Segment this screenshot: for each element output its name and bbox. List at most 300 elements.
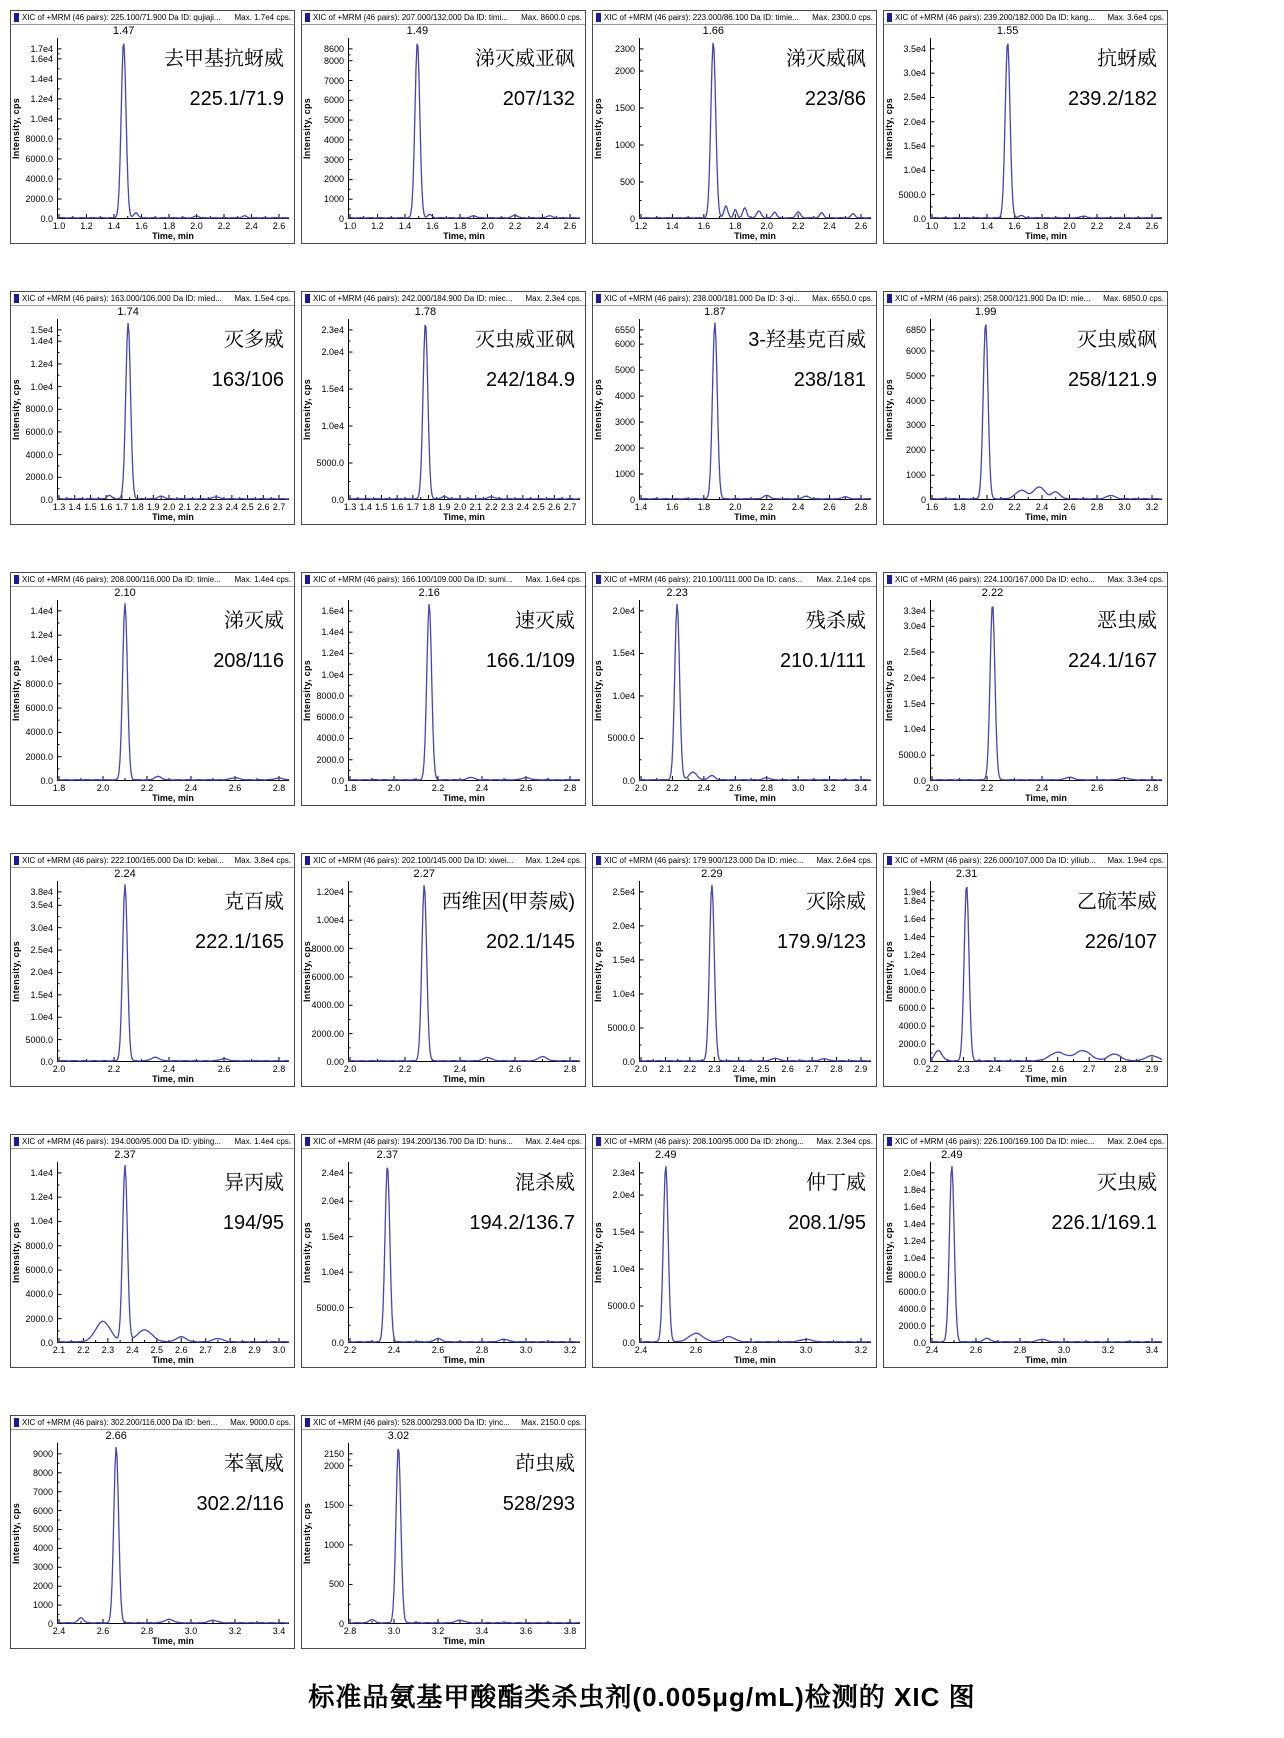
y-tick-label: 1.2e4 bbox=[903, 1235, 926, 1246]
y-tick-label: 1.4e4 bbox=[30, 336, 53, 347]
y-tick-label: 0.0 bbox=[40, 495, 53, 505]
y-tick-label: 2000.0 bbox=[25, 193, 53, 204]
max-intensity-label: Max. 3.6e4 cps. bbox=[1107, 13, 1164, 22]
x-tick-label: 2.6 bbox=[689, 1345, 703, 1355]
y-tick-label: 8000.0 bbox=[25, 1240, 53, 1251]
peak-rt-label: 1.49 bbox=[406, 25, 429, 37]
x-axis-title: Time, min bbox=[734, 1355, 776, 1365]
plot-area bbox=[11, 587, 294, 786]
peak-rt-label: 2.23 bbox=[666, 587, 688, 599]
x-tick-label: 3.2 bbox=[431, 1626, 445, 1636]
x-tick-label: 2.4 bbox=[225, 502, 239, 512]
x-tick-label: 2.5 bbox=[532, 502, 545, 512]
y-tick-label: 0.0 bbox=[622, 1057, 635, 1067]
peak-rt-label: 2.49 bbox=[655, 1149, 677, 1161]
plot-area bbox=[593, 868, 876, 1067]
y-tick-label: 2000 bbox=[323, 1460, 344, 1471]
y-tick-label: 1.4e4 bbox=[321, 627, 344, 638]
x-tick-label: 2.4 bbox=[925, 1345, 939, 1355]
xic-panel bbox=[10, 572, 295, 806]
panel-header bbox=[11, 1416, 294, 1430]
x-tick-row bbox=[593, 1345, 876, 1355]
y-tick-label: 6000 bbox=[905, 345, 926, 356]
y-tick-label: 5000.0 bbox=[607, 733, 635, 744]
panel-header bbox=[302, 573, 585, 587]
y-axis-title: Intensity, cps bbox=[884, 659, 894, 722]
y-tick-label: 5000.0 bbox=[25, 1034, 53, 1045]
y-tick-label: 8000 bbox=[32, 1467, 53, 1478]
x-tick-label: 2.2 bbox=[508, 221, 522, 231]
peak-rt-label: 3.02 bbox=[387, 1430, 410, 1442]
xic-header-text: XIC of +MRM (46 pairs): 223.000/86.100 Da ID: timie... bbox=[604, 13, 799, 22]
y-tick-label: 4000.0 bbox=[898, 1021, 926, 1032]
trace-legend-icon bbox=[14, 856, 19, 865]
peak-rt-label: 1.47 bbox=[112, 25, 135, 37]
compound-name-label: 恶虫威 bbox=[1097, 610, 1157, 632]
x-tick-label: 3.2 bbox=[1101, 1345, 1115, 1355]
y-tick-label: 0.0 bbox=[40, 1338, 53, 1348]
xic-header-text: XIC of +MRM (46 pairs): 194.000/95.000 Da ID: yibing... bbox=[22, 1137, 221, 1146]
y-tick-label: 1.0e4 bbox=[903, 165, 926, 176]
y-tick-label: 0.0 bbox=[622, 1338, 635, 1348]
x-tick-label: 2.4 bbox=[1035, 502, 1049, 512]
trace-legend-icon bbox=[596, 1137, 601, 1146]
compound-name-label: 灭多威 bbox=[224, 329, 284, 351]
xic-header-text: XIC of +MRM (46 pairs): 242.000/184.900 Da ID: miec... bbox=[313, 294, 513, 303]
panel-header bbox=[593, 854, 876, 868]
x-tick-row bbox=[593, 1064, 876, 1074]
y-tick-label: 2150 bbox=[323, 1448, 344, 1459]
mrm-transition-label: 224.1/167 bbox=[1068, 650, 1157, 672]
y-tick-label: 1.6e4 bbox=[321, 605, 344, 616]
y-tick-label: 5000.0 bbox=[316, 1302, 344, 1313]
x-tick-label: 2.7 bbox=[805, 1064, 819, 1074]
x-tick-label: 1.7 bbox=[406, 502, 420, 512]
y-tick-label: 1.0e4 bbox=[30, 654, 53, 665]
y-tick-label: 2.5e4 bbox=[612, 886, 635, 897]
x-tick-label: 2.2 bbox=[398, 1064, 412, 1074]
y-tick-label: 1500 bbox=[614, 103, 635, 114]
max-intensity-label: Max. 1.5e4 cps. bbox=[234, 294, 291, 303]
mrm-transition-label: 223/86 bbox=[804, 88, 866, 110]
x-tick-label: 2.0 bbox=[481, 221, 494, 231]
xic-panel bbox=[10, 291, 295, 525]
max-intensity-label: Max. 3.3e4 cps. bbox=[1107, 575, 1164, 584]
x-tick-label: 3.0 bbox=[799, 1345, 813, 1355]
y-tick-label: 0.0 bbox=[913, 1338, 926, 1348]
x-tick-label: 2.6 bbox=[174, 1345, 188, 1355]
x-tick-label: 1.6 bbox=[697, 221, 711, 231]
y-tick-label: 0.0 bbox=[622, 776, 635, 786]
panel-header bbox=[302, 292, 585, 306]
mrm-transition-label: 528/293 bbox=[502, 1493, 575, 1515]
x-tick-label: 2.4 bbox=[1118, 221, 1131, 231]
x-tick-label: 1.6 bbox=[390, 502, 404, 512]
x-tick-label: 3.8 bbox=[563, 1626, 577, 1636]
x-tick-label: 3.6 bbox=[519, 1626, 533, 1636]
x-tick-label: 2.6 bbox=[217, 1064, 231, 1074]
plot-area bbox=[302, 587, 585, 786]
y-tick-label: 4000 bbox=[323, 134, 344, 145]
x-tick-label: 2.6 bbox=[257, 502, 270, 512]
y-axis-title: Intensity, cps bbox=[593, 1221, 603, 1284]
x-tick-label: 2.2 bbox=[1090, 221, 1104, 231]
trace-legend-icon bbox=[14, 294, 19, 303]
y-axis-title: Intensity, cps bbox=[884, 940, 894, 1003]
trace-legend-icon bbox=[596, 13, 601, 22]
x-tick-label: 3.4 bbox=[475, 1626, 489, 1636]
max-intensity-label: Max. 1.7e4 cps. bbox=[234, 13, 291, 22]
y-tick-label: 2000.0 bbox=[25, 751, 53, 762]
x-tick-label: 2.6 bbox=[563, 221, 577, 231]
x-tick-label: 1.0 bbox=[925, 221, 939, 231]
mrm-transition-label: 210.1/111 bbox=[779, 650, 866, 672]
y-tick-label: 3.5e4 bbox=[30, 900, 53, 911]
x-tick-label: 2.4 bbox=[634, 1345, 648, 1355]
compound-name-label: 3-羟基克百威 bbox=[748, 329, 866, 351]
xic-panel bbox=[883, 572, 1168, 806]
y-tick-label: 6000.0 bbox=[898, 1003, 926, 1014]
plot-area bbox=[302, 1430, 585, 1629]
x-tick-label: 2.0 bbox=[190, 221, 203, 231]
compound-name-label: 灭除威 bbox=[806, 891, 866, 913]
x-tick-row bbox=[593, 783, 876, 793]
y-tick-label: 0.0 bbox=[913, 1057, 926, 1067]
y-tick-label: 3.0e4 bbox=[903, 621, 926, 632]
y-tick-label: 1.5e4 bbox=[321, 1231, 344, 1242]
x-tick-row bbox=[11, 502, 294, 512]
mrm-transition-label: 163/106 bbox=[211, 369, 284, 391]
plot-area bbox=[302, 306, 585, 505]
x-tick-label: 1.0 bbox=[343, 221, 357, 231]
xic-header-text: XIC of +MRM (46 pairs): 225.100/71.900 Da ID: qujiaji... bbox=[22, 13, 221, 22]
mrm-transition-label: 226/107 bbox=[1084, 931, 1157, 953]
y-tick-label: 0.0 bbox=[40, 1057, 53, 1067]
xic-header-text: XIC of +MRM (46 pairs): 258.000/121.900 Da ID: mie... bbox=[895, 294, 1091, 303]
y-tick-label: 1.4e4 bbox=[903, 931, 926, 942]
x-tick-label: 3.0 bbox=[519, 1345, 533, 1355]
y-tick-label: 2.0e4 bbox=[612, 1190, 635, 1201]
y-tick-label: 4000.0 bbox=[25, 173, 53, 184]
mrm-transition-label: 238/181 bbox=[793, 369, 866, 391]
y-tick-label: 2.5e4 bbox=[903, 92, 926, 103]
y-tick-label: 1.5e4 bbox=[30, 324, 53, 335]
xic-header-text: XIC of +MRM (46 pairs): 226.000/107.000 Da ID: yiliub... bbox=[895, 856, 1096, 865]
x-tick-label: 1.3 bbox=[52, 502, 66, 512]
peak-rt-label: 1.55 bbox=[996, 25, 1019, 37]
x-axis-title: Time, min bbox=[152, 231, 194, 241]
peak-rt-label: 1.87 bbox=[704, 306, 726, 318]
y-tick-label: 2.0e4 bbox=[612, 605, 635, 616]
y-tick-label: 1.0e4 bbox=[321, 669, 344, 680]
y-tick-label: 2000.0 bbox=[898, 1039, 926, 1050]
xic-header-text: XIC of +MRM (46 pairs): 163.000/106.000 Da ID: mied... bbox=[22, 294, 222, 303]
xic-panel bbox=[883, 853, 1168, 1087]
x-tick-label: 2.8 bbox=[744, 1345, 758, 1355]
x-tick-label: 2.1 bbox=[659, 1064, 672, 1074]
x-axis-title: Time, min bbox=[443, 1355, 485, 1365]
y-tick-label: 4000.0 bbox=[898, 1303, 926, 1314]
y-tick-label: 1.0e4 bbox=[903, 967, 926, 978]
x-tick-label: 2.3 bbox=[500, 502, 514, 512]
x-tick-label: 2.8 bbox=[272, 1064, 286, 1074]
y-tick-label: 5000.0 bbox=[607, 1301, 635, 1311]
y-axis-title: Intensity, cps bbox=[593, 378, 603, 441]
x-tick-label: 2.2 bbox=[666, 783, 679, 793]
y-tick-label: 1.5e4 bbox=[30, 989, 53, 1000]
max-intensity-label: Max. 3.8e4 cps. bbox=[234, 856, 291, 865]
x-tick-label: 2.4 bbox=[52, 1626, 66, 1636]
compound-name-label: 涕灭威 bbox=[224, 610, 284, 632]
plot-area bbox=[593, 25, 876, 224]
y-tick-label: 1.5e4 bbox=[321, 384, 344, 395]
x-tick-label: 2.2 bbox=[343, 1345, 357, 1355]
x-axis-title: Time, min bbox=[152, 793, 194, 803]
y-tick-label: 1.20e4 bbox=[316, 886, 344, 897]
xic-panel bbox=[301, 1134, 586, 1368]
x-tick-label: 2.2 bbox=[683, 1064, 697, 1074]
compound-name-label: 灭虫威砜 bbox=[1077, 329, 1157, 351]
x-tick-label: 2.4 bbox=[732, 1064, 746, 1074]
y-tick-label: 1.8e4 bbox=[903, 895, 926, 906]
y-axis-title: Intensity, cps bbox=[302, 940, 312, 1003]
chromatogram-grid bbox=[10, 10, 1168, 1649]
xic-header-text: XIC of +MRM (46 pairs): 179.900/123.000 Da ID: miec... bbox=[604, 856, 804, 865]
x-tick-label: 2.6 bbox=[1090, 783, 1104, 793]
plot-area bbox=[302, 1149, 585, 1348]
x-tick-row bbox=[302, 783, 585, 793]
panel-header bbox=[884, 854, 1167, 868]
plot-area bbox=[884, 868, 1167, 1067]
y-tick-label: 8000.0 bbox=[898, 1269, 926, 1280]
peak-rt-label: 2.49 bbox=[941, 1149, 963, 1161]
xic-panel bbox=[301, 291, 586, 525]
xic-header-text: XIC of +MRM (46 pairs): 202.100/145.000 Da ID: xiwei... bbox=[313, 856, 514, 865]
y-axis-title: Intensity, cps bbox=[302, 97, 312, 160]
compound-name-label: 去甲基抗蚜威 bbox=[164, 48, 284, 70]
x-tick-label: 2.1 bbox=[52, 1345, 66, 1355]
xic-panel bbox=[10, 1134, 295, 1368]
y-tick-label: 1.6e4 bbox=[30, 53, 53, 64]
x-tick-label: 1.2 bbox=[371, 221, 384, 231]
peak-rt-label: 2.22 bbox=[981, 587, 1004, 599]
xic-panel bbox=[883, 10, 1168, 244]
y-axis-title: Intensity, cps bbox=[11, 659, 21, 722]
y-tick-label: 0 bbox=[338, 1619, 344, 1629]
compound-name-label: 异丙威 bbox=[224, 1172, 284, 1194]
x-tick-row bbox=[302, 1626, 585, 1636]
y-tick-label: 6000.0 bbox=[25, 153, 53, 164]
x-tick-label: 2.6 bbox=[1145, 221, 1159, 231]
plot-area bbox=[593, 587, 876, 786]
panel-header bbox=[302, 1135, 585, 1149]
y-tick-label: 2.3e4 bbox=[321, 324, 344, 335]
x-tick-label: 2.5 bbox=[241, 502, 254, 512]
x-tick-label: 2.0 bbox=[980, 502, 994, 512]
x-tick-row bbox=[302, 1064, 585, 1074]
y-tick-label: 0.00 bbox=[326, 1057, 344, 1067]
y-tick-label: 1.7e4 bbox=[30, 43, 53, 54]
panel-header bbox=[302, 11, 585, 25]
x-tick-label: 2.0 bbox=[634, 1064, 648, 1074]
x-tick-label: 2.4 bbox=[126, 1345, 139, 1355]
x-tick-label: 2.4 bbox=[245, 221, 258, 231]
plot-area bbox=[11, 25, 294, 224]
y-axis-title: Intensity, cps bbox=[11, 97, 21, 160]
y-tick-label: 8000.0 bbox=[25, 133, 53, 144]
x-tick-label: 2.0 bbox=[162, 502, 176, 512]
y-tick-label: 8000.0 bbox=[25, 404, 53, 415]
peak-rt-label: 1.99 bbox=[974, 306, 997, 318]
xic-header-text: XIC of +MRM (46 pairs): 208.100/95.000 Da ID: zhong... bbox=[604, 1137, 804, 1146]
y-tick-label: 2.0e4 bbox=[30, 967, 53, 978]
x-tick-label: 2.2 bbox=[431, 783, 445, 793]
x-tick-label: 1.6 bbox=[135, 221, 148, 231]
y-tick-label: 1.4e4 bbox=[903, 1218, 926, 1229]
y-tick-label: 1.5e4 bbox=[612, 954, 635, 965]
y-tick-label: 2000 bbox=[614, 443, 635, 454]
y-tick-label: 5000.0 bbox=[898, 750, 926, 761]
mrm-transition-label: 225.1/71.9 bbox=[189, 88, 284, 110]
x-tick-label: 3.2 bbox=[823, 783, 836, 793]
x-tick-row bbox=[884, 783, 1167, 793]
x-tick-label: 2.1 bbox=[178, 502, 191, 512]
y-axis-title: Intensity, cps bbox=[593, 940, 603, 1003]
x-tick-label: 2.0 bbox=[634, 783, 648, 793]
compound-name-label: 涕灭威亚砜 bbox=[475, 48, 575, 70]
panel-header bbox=[884, 573, 1167, 587]
x-tick-label: 2.2 bbox=[760, 502, 773, 512]
x-tick-label: 2.6 bbox=[519, 783, 533, 793]
mrm-transition-label: 302.2/116 bbox=[196, 1493, 284, 1515]
x-tick-label: 1.8 bbox=[453, 221, 467, 231]
y-tick-label: 8000.0 bbox=[25, 678, 53, 689]
panel-header bbox=[302, 854, 585, 868]
x-axis-title: Time, min bbox=[734, 793, 776, 803]
mrm-transition-label: 202.1/145 bbox=[486, 931, 575, 953]
y-tick-label: 1.2e4 bbox=[30, 358, 53, 369]
x-tick-label: 2.0 bbox=[1063, 221, 1076, 231]
x-axis-title: Time, min bbox=[152, 1355, 194, 1365]
x-tick-row bbox=[11, 221, 294, 231]
y-axis-title: Intensity, cps bbox=[302, 1221, 312, 1284]
x-tick-label: 1.0 bbox=[52, 221, 66, 231]
xic-trace bbox=[930, 607, 1162, 780]
x-tick-label: 2.0 bbox=[729, 502, 742, 512]
compound-name-label: 灭虫威亚砜 bbox=[475, 329, 575, 351]
x-tick-label: 3.0 bbox=[184, 1626, 198, 1636]
max-intensity-label: Max. 9000.0 cps. bbox=[230, 1418, 291, 1427]
peak-rt-label: 2.10 bbox=[114, 587, 136, 599]
xic-header-text: XIC of +MRM (46 pairs): 210.100/111.000 Da ID: cans... bbox=[604, 575, 803, 584]
xic-panel bbox=[10, 853, 295, 1087]
plot-area bbox=[884, 25, 1167, 224]
panel-header bbox=[884, 11, 1167, 25]
y-tick-label: 5000.0 bbox=[898, 189, 926, 200]
y-tick-label: 0.0 bbox=[913, 776, 926, 786]
y-tick-label: 1.0e4 bbox=[30, 1012, 53, 1023]
y-tick-label: 4000.0 bbox=[25, 449, 53, 460]
compound-name-label: 抗蚜威 bbox=[1097, 48, 1157, 70]
xic-panel bbox=[592, 853, 877, 1087]
xic-panel bbox=[301, 1415, 586, 1649]
y-tick-label: 0 bbox=[629, 495, 635, 505]
figure-caption: 标准品氨基甲酸酯类杀虫剂(0.005μg/mL)检测的 XIC 图 bbox=[308, 1682, 976, 1712]
x-tick-label: 2.6 bbox=[548, 502, 561, 512]
y-tick-label: 1.0e4 bbox=[612, 988, 635, 999]
x-tick-label: 2.8 bbox=[1013, 1345, 1027, 1355]
x-tick-label: 1.4 bbox=[634, 502, 648, 512]
trace-legend-icon bbox=[305, 1137, 310, 1146]
xic-panel bbox=[301, 853, 586, 1087]
xic-header-text: XIC of +MRM (46 pairs): 207.000/132.000 Da ID: timi... bbox=[313, 13, 508, 22]
x-tick-label: 1.2 bbox=[80, 221, 93, 231]
y-tick-label: 6000 bbox=[32, 1505, 53, 1516]
y-tick-label: 0 bbox=[47, 1619, 53, 1629]
mrm-transition-label: 194/95 bbox=[222, 1212, 284, 1234]
x-tick-label: 2.9 bbox=[248, 1345, 261, 1355]
y-tick-label: 1000 bbox=[905, 470, 926, 481]
y-tick-label: 4000.0 bbox=[25, 1289, 53, 1300]
y-axis-title: Intensity, cps bbox=[884, 97, 894, 160]
y-tick-label: 0 bbox=[338, 214, 344, 224]
panel-header bbox=[11, 1135, 294, 1149]
y-tick-label: 5000 bbox=[614, 365, 635, 376]
x-tick-label: 2.8 bbox=[475, 1345, 489, 1355]
x-tick-label: 1.6 bbox=[1008, 221, 1021, 231]
y-axis-title: Intensity, cps bbox=[11, 940, 21, 1003]
xic-panel bbox=[592, 10, 877, 244]
x-tick-label: 1.4 bbox=[398, 221, 412, 231]
x-tick-label: 2.6 bbox=[508, 1064, 522, 1074]
y-tick-label: 7000 bbox=[323, 75, 344, 86]
x-tick-label: 2.2 bbox=[217, 221, 231, 231]
x-tick-label: 2.5 bbox=[756, 1064, 770, 1074]
x-tick-label: 2.2 bbox=[77, 1345, 90, 1355]
y-tick-label: 2.3e4 bbox=[612, 1167, 635, 1178]
peak-rt-label: 2.16 bbox=[418, 587, 440, 599]
x-axis-title: Time, min bbox=[152, 1636, 194, 1646]
x-tick-label: 2.6 bbox=[96, 1626, 110, 1636]
x-tick-row bbox=[302, 502, 585, 512]
trace-legend-icon bbox=[14, 13, 19, 22]
x-tick-row bbox=[593, 502, 876, 512]
y-tick-label: 1.0e4 bbox=[903, 1252, 926, 1263]
x-tick-label: 3.2 bbox=[1145, 502, 1159, 512]
x-tick-row bbox=[884, 1064, 1167, 1074]
y-axis-title: Intensity, cps bbox=[884, 1221, 894, 1284]
xic-header-text: XIC of +MRM (46 pairs): 528.000/293.000 Da ID: yinc... bbox=[313, 1418, 510, 1427]
y-tick-label: 3.5e4 bbox=[903, 43, 926, 54]
x-tick-label: 3.0 bbox=[791, 783, 805, 793]
x-tick-label: 2.2 bbox=[1008, 502, 1021, 512]
y-tick-label: 2300 bbox=[614, 43, 635, 54]
y-tick-label: 500 bbox=[328, 1579, 344, 1590]
x-tick-label: 1.8 bbox=[953, 502, 966, 512]
xic-header-text: XIC of +MRM (46 pairs): 238.000/181.000 Da ID: 3-qi... bbox=[604, 294, 800, 303]
y-tick-label: 1500 bbox=[323, 1500, 344, 1511]
y-tick-label: 2.0e4 bbox=[321, 1196, 344, 1207]
mrm-transition-label: 226.1/169.1 bbox=[1051, 1212, 1157, 1234]
x-tick-label: 2.6 bbox=[1063, 502, 1076, 512]
x-tick-label: 1.8 bbox=[729, 221, 742, 231]
y-axis-title: Intensity, cps bbox=[593, 659, 603, 722]
y-tick-label: 0 bbox=[920, 495, 926, 505]
y-tick-label: 5000 bbox=[323, 115, 344, 126]
x-tick-label: 3.2 bbox=[563, 1345, 577, 1355]
xic-panel bbox=[10, 10, 295, 244]
trace-legend-icon bbox=[887, 1137, 892, 1146]
